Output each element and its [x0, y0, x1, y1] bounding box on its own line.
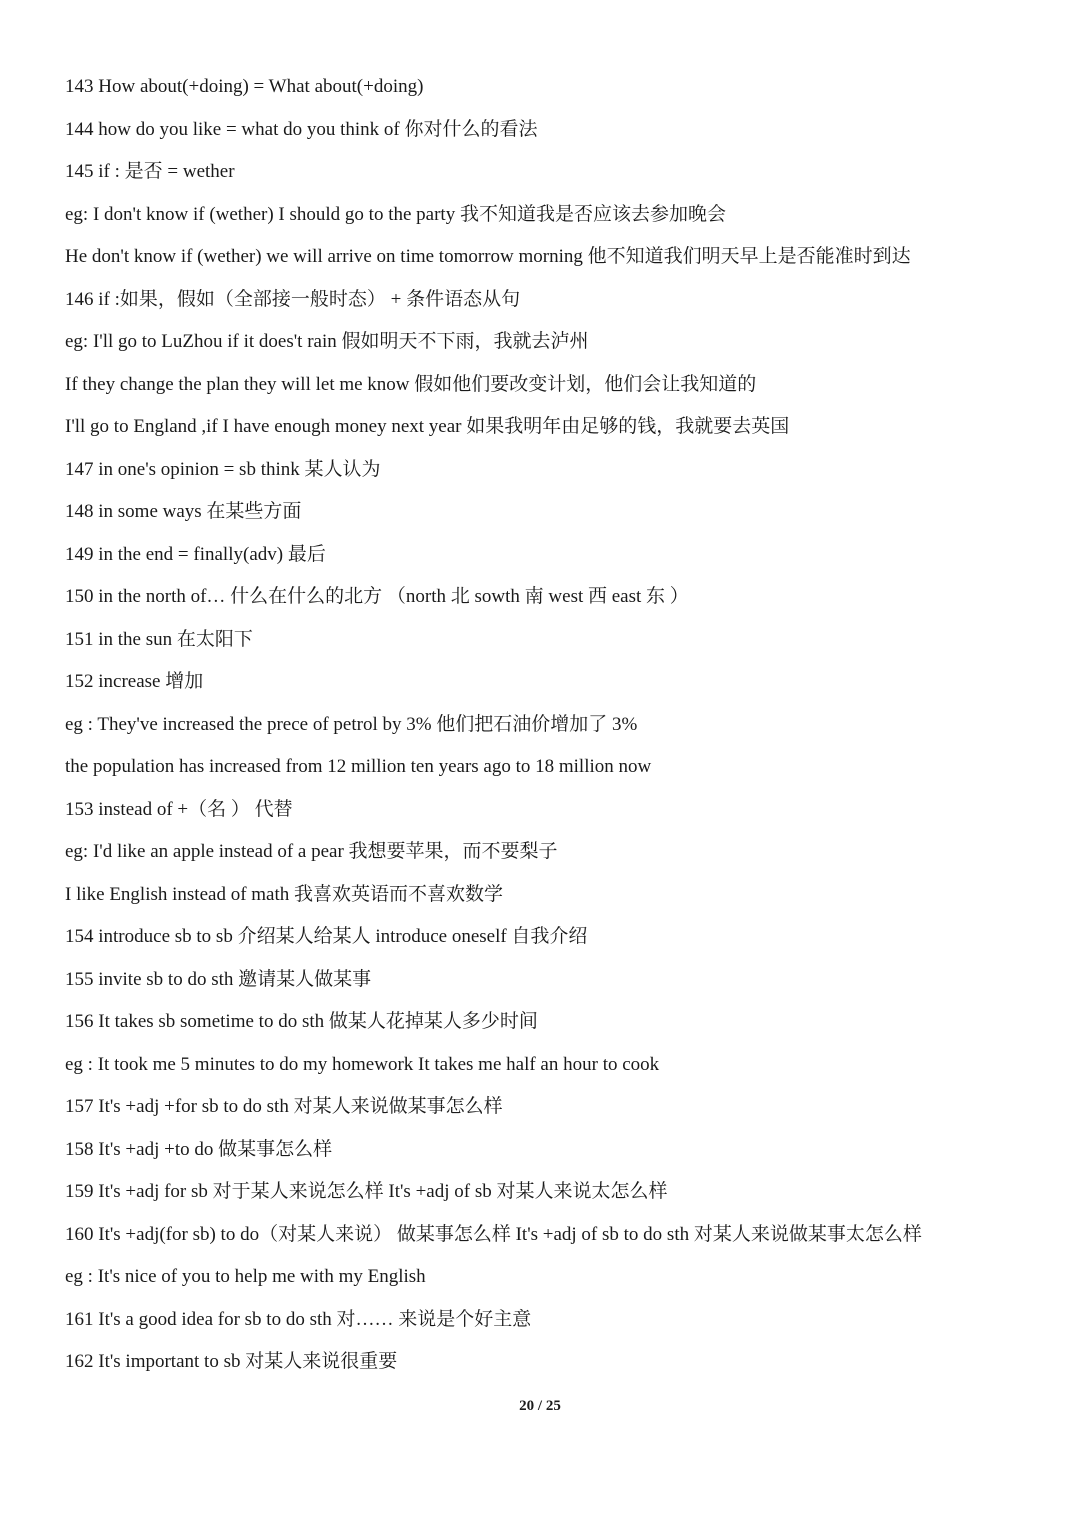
text-line: 144 how do you like = what do you think of 你对什么的看法: [65, 118, 538, 140]
text-line: 162 It's important to sb 对某人来说很重要: [65, 1351, 398, 1372]
text-line: 159 It's +adj for sb 对于某人来说怎么样 It's +adj of sb 对某人来说太怎么样: [65, 1181, 668, 1202]
vocabulary-list: [65, 66, 1025, 1384]
text-line: 147 in one's opinion = sb think 某人认为: [65, 458, 381, 480]
text-line: eg: I'd like an apple instead of a pear 我想要苹果，而不要梨子: [65, 841, 558, 862]
text-line: 158 It's +adj +to do 做某事怎么样: [65, 1138, 333, 1160]
text-line: eg: I don't know if (wether) I should go to the party 我不知道我是否应该去参加晚会: [65, 203, 726, 225]
page-number: 20 / 25: [519, 1398, 561, 1414]
text-line: 154 introduce sb to sb 介绍某人给某人 introduce oneself 自我介绍: [65, 926, 588, 947]
text-line: 153 instead of +（名 ） 代替: [65, 798, 293, 820]
text-line: 148 in some ways 在某些方面: [65, 501, 302, 522]
text-line: eg : It took me 5 minutes to do my homework It takes me half an hour to cook: [65, 1053, 660, 1075]
text-line: I'll go to England ,if I have enough money next year 如果我明年由足够的钱，我就要去英国: [65, 416, 790, 437]
text-line: eg : They've increased the prece of petrol by 3% 他们把石油价增加了 3%: [65, 713, 638, 735]
text-line: 155 invite sb to do sth 邀请某人做某事: [65, 968, 372, 990]
text-line: 160 It's +adj(for sb) to do（对某人来说） 做某事怎么样 It's +adj of sb to do sth 对某人来说做某事太怎么样: [65, 1223, 922, 1245]
text-line: 149 in the end = finally(adv) 最后: [65, 543, 326, 565]
text-line: 145 if : 是否 = wether: [65, 161, 235, 182]
text-line: He don't know if (wether) we will arrive on time tomorrow morning 他不知道我们明天早上是否能准时到达: [65, 246, 911, 267]
text-line: 146 if :如果，假如（全部接一般时态） + 条件语态从句: [65, 288, 521, 310]
text-line: If they change the plan they will let me know 假如他们要改变计划，他们会让我知道的: [65, 373, 757, 395]
text-line: eg : It's nice of you to help me with my English: [65, 1266, 426, 1287]
text-line: I like English instead of math 我喜欢英语而不喜欢数学: [65, 883, 504, 905]
text-line: 151 in the sun 在太阳下: [65, 628, 253, 650]
text-line: 156 It takes sb sometime to do sth 做某人花掉某人多少时间: [65, 1011, 538, 1032]
text-line: 152 increase 增加: [65, 671, 204, 692]
text-line: eg: I'll go to LuZhou if it does't rain 假如明天不下雨，我就去泸州: [65, 331, 589, 352]
text-line: 157 It's +adj +for sb to do sth 对某人来说做某事怎么样: [65, 1096, 503, 1117]
text-line: the population has increased from 12 million ten years ago to 18 million now: [65, 756, 652, 777]
text-line: 161 It's a good idea for sb to do sth 对…… 来说是个好主意: [65, 1308, 532, 1330]
text-line: 143 How about(+doing) = What about(+doing): [65, 76, 424, 97]
text-line: 150 in the north of… 什么在什么的北方 （north 北 sowth 南 west 西 east 东 ）: [65, 586, 689, 607]
